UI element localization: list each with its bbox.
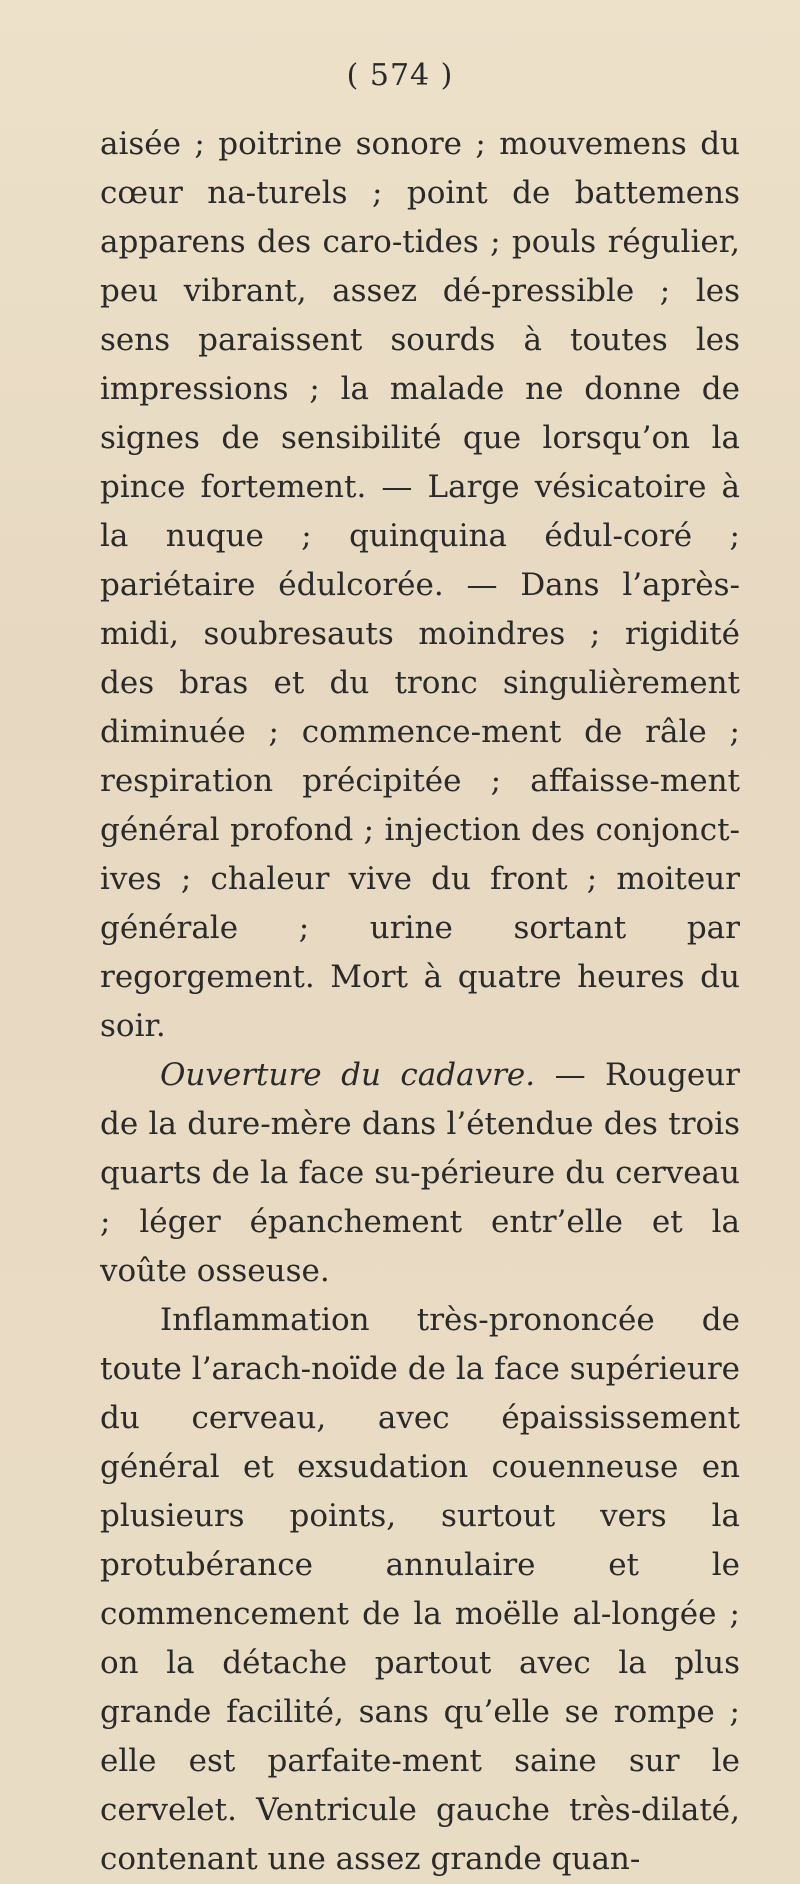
- paragraph-2-italic-lead: Ouverture du cadavre.: [160, 1057, 536, 1093]
- paragraph-2: [100, 1051, 740, 1296]
- paragraph-3: [100, 1296, 740, 1884]
- paragraph-2-text: — Rougeur de la dure-mère dans l’étendue des trois quarts de la face su-périeure du cerveau ; léger épanchement entr’elle et la voûte osseuse.: [100, 1057, 740, 1289]
- paragraph-1: [100, 120, 740, 1051]
- page-number: ( 574 ): [346, 58, 454, 93]
- paragraph-3-text: Inflammation très-prononcée de toute l’arach-noïde de la face supérieure du cerveau, avec épaississement général et exsudation couenneuse en plusieurs points, surtout vers la protubérance annulaire et le commencement de la moëlle al-longée ; on la détache partout avec la plus grande facilité, sans qu’elle se rompe ; elle est parfaite-ment saine sur le cervelet. Ventricule gauche très-dilaté, contenant une assez grande quan-: [100, 1302, 740, 1877]
- paragraph-1-text: aisée ; poitrine sonore ; mouvemens du cœur na-turels ; point de battemens apparens des caro-tides ; pouls régulier, peu vibrant, assez dé-pressible ; les sens paraissent sourds à toutes les impressions ; la malade ne donne de signes de sensibilité que lorsqu’on la pince fortement. — Large vésicatoire à la nuque ; quinquina édul-coré ; pariétaire édulcorée. — Dans l’après-midi, soubresauts moindres ; rigidité des bras et du tronc singulièrement diminuée ; commence-ment de râle ; respiration précipitée ; affaisse-ment général profond ; injection des conjonct-ives ; chaleur vive du front ; moiteur générale ; urine sortant par regorgement. Mort à quatre heures du soir.: [100, 126, 740, 1044]
